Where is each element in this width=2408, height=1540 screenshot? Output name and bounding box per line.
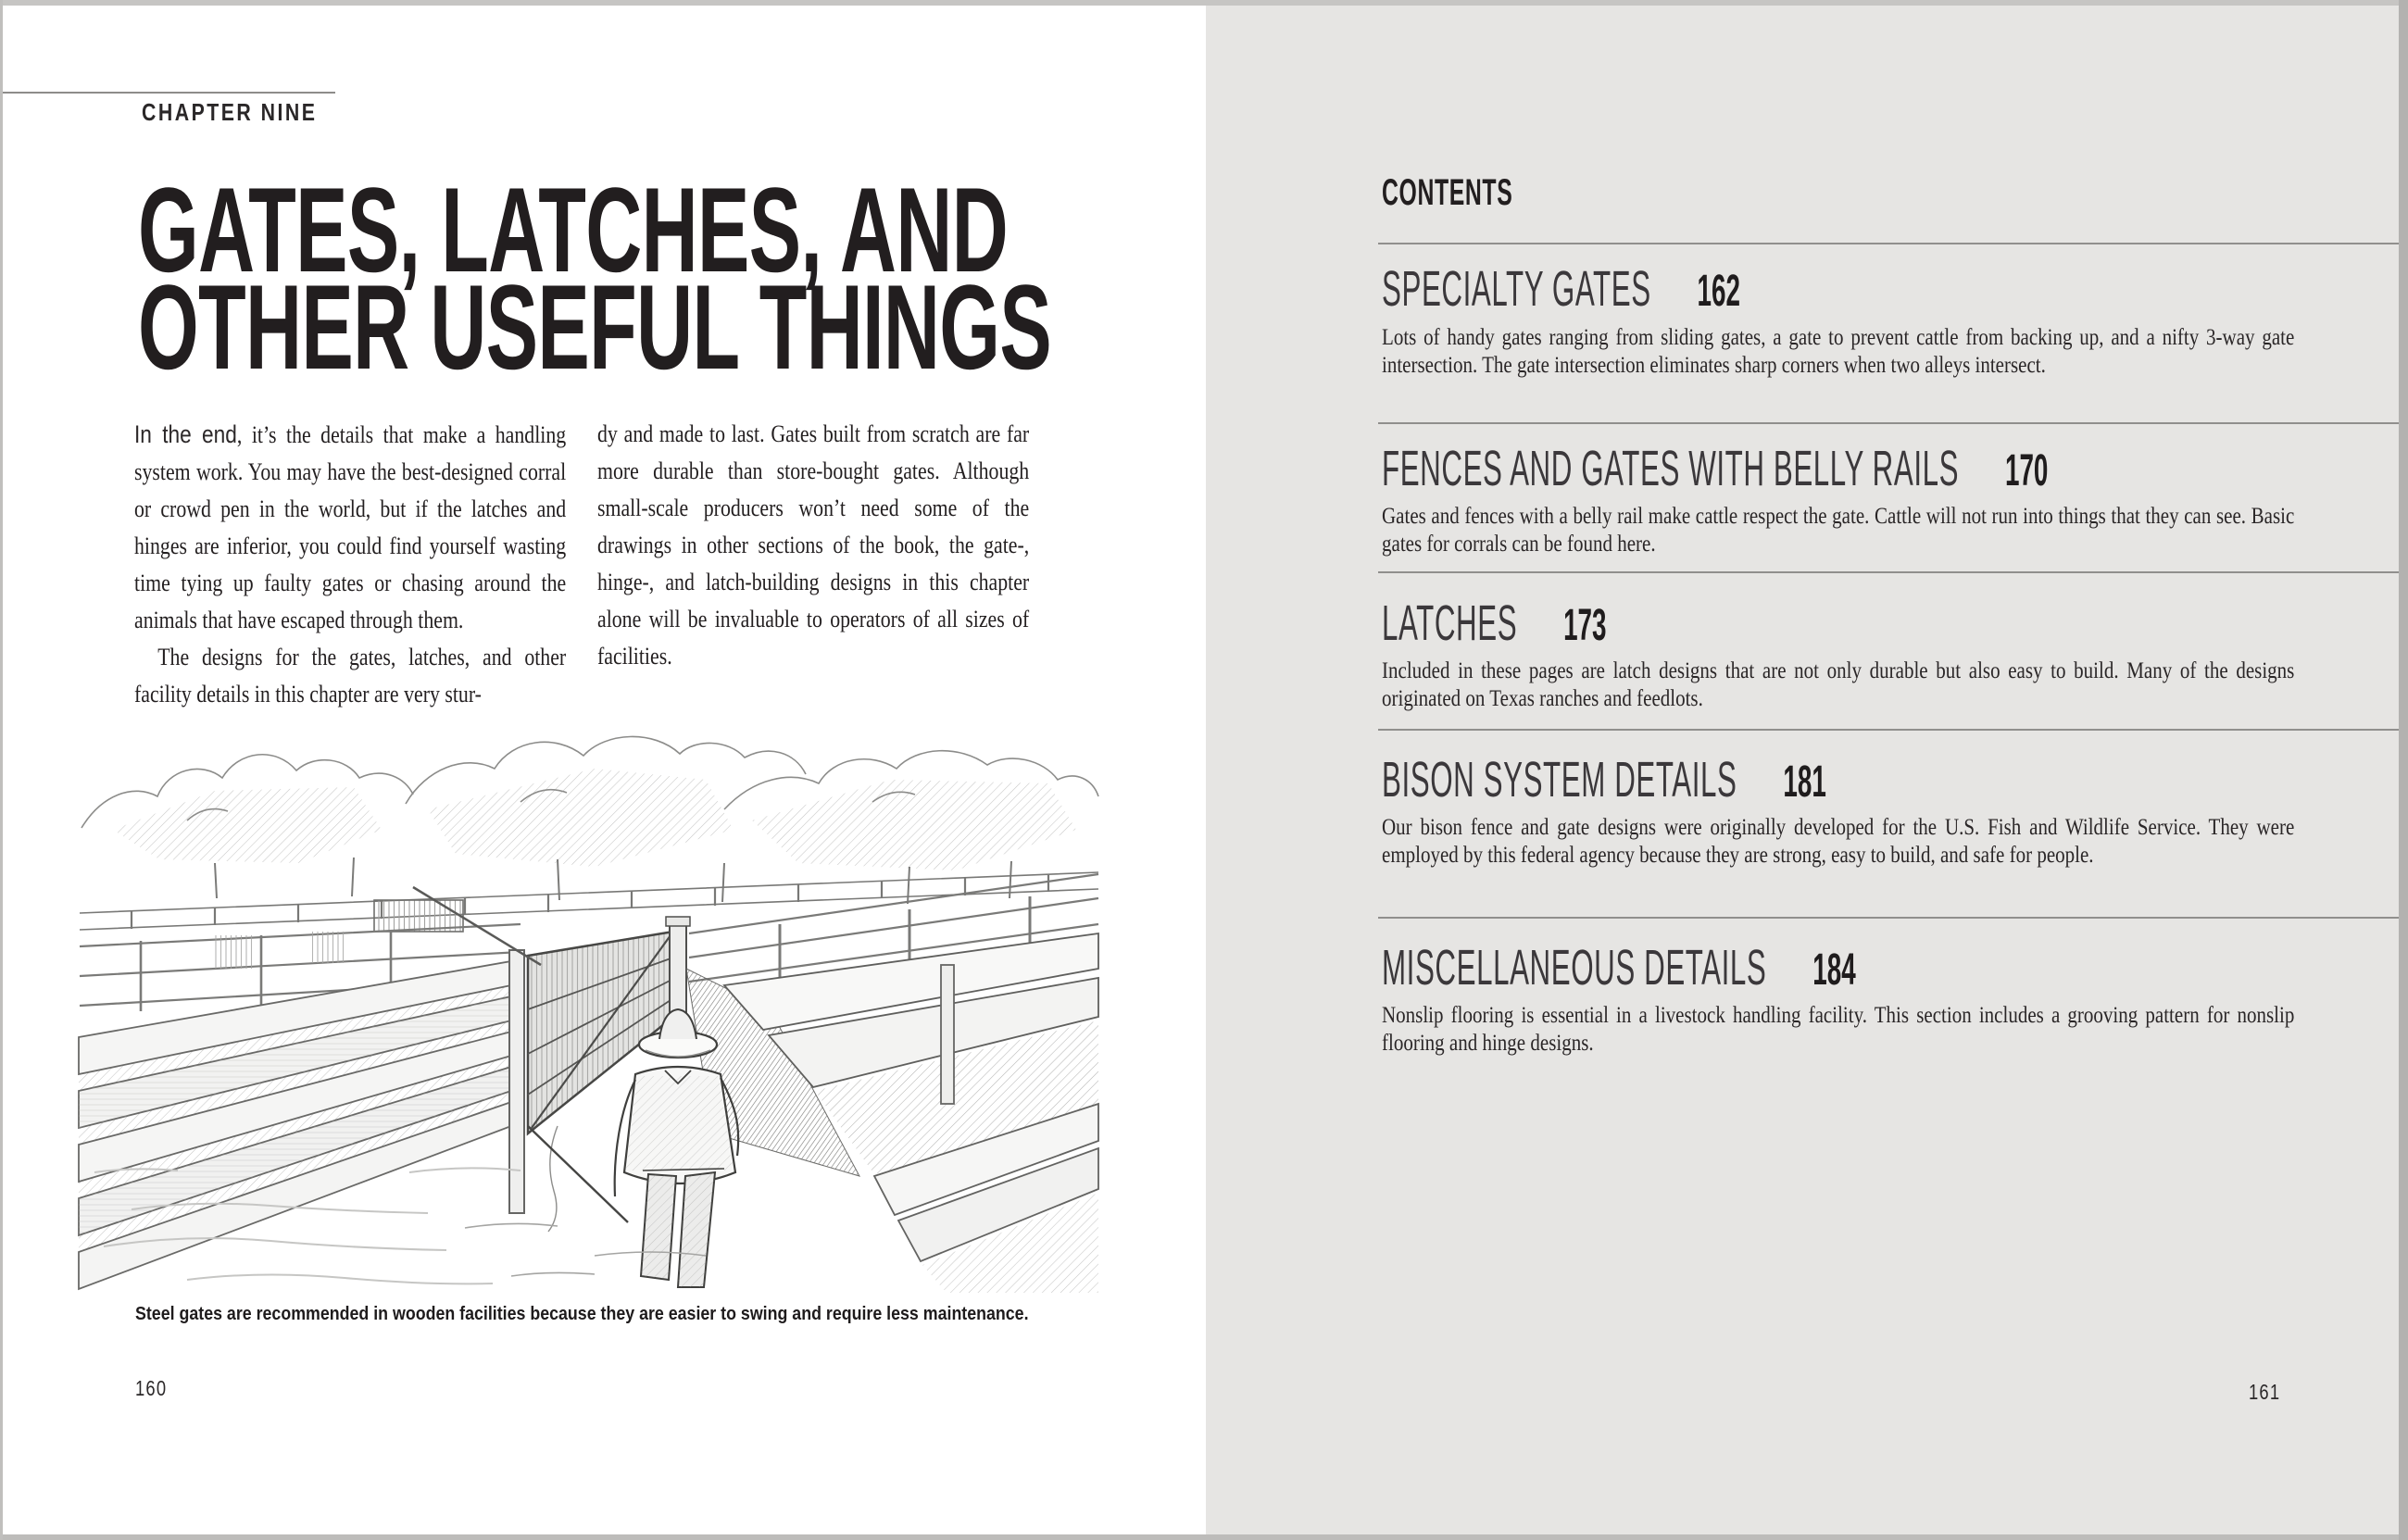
toc-entry-page-number: 173: [1563, 601, 1607, 650]
frame-edge-top: [0, 0, 2408, 6]
toc-entry-miscellaneous: [1382, 941, 1856, 995]
page-number-left: 160: [135, 1376, 168, 1400]
toc-entry-page-number: 184: [1812, 945, 1856, 995]
distant-fence: [80, 872, 1098, 932]
contents-heading-label: CONTENTS: [1382, 172, 1513, 213]
illustration-caption: Steel gates are recommended in wooden facilities because they are easier to swing and require less maintenance.: [135, 1304, 1029, 1324]
chapter-title: [138, 162, 1052, 394]
frame-edge-left: [0, 0, 3, 1540]
toc-entry-page-number: 162: [1697, 267, 1741, 316]
toc-entry-title: MISCELLANEOUS DETAILS: [1382, 940, 1767, 995]
toc-entry-title: LATCHES: [1382, 595, 1518, 651]
contents-heading: [1382, 172, 1512, 213]
toc-entry-page-number: 170: [2004, 446, 2049, 495]
frame-edge-right: [2399, 0, 2408, 1540]
chapter-label: CHAPTER NINE: [142, 98, 318, 126]
toc-divider: [1378, 571, 2399, 573]
body-column-2: [597, 416, 1029, 675]
chapter-title-line2: OTHER USEFUL THINGS: [138, 259, 1052, 394]
toc-entry-title: SPECIALTY GATES: [1382, 261, 1651, 317]
body-paragraph-1-text: , it’s the details that make a handling system work. You may have the best-designed corral or crowd pen in the world, but if the latches and hinges are inferior, you could find yourself wasting time tying up faulty gates or chasing around the animals that have escaped through them.: [134, 421, 567, 633]
toc-entry-title: FENCES AND GATES WITH BELLY RAILS: [1382, 441, 1960, 496]
toc-entry-bison-system: [1382, 753, 1826, 807]
toc-divider: [1378, 243, 2399, 244]
corral-illustration: [76, 691, 1102, 1295]
toc-entry-description: Our bison fence and gate designs were originally developed for the U.S. Fish and Wildlife Service. They were employed by this federal agency because they are strong, easy to build, and safe for people.: [1382, 815, 2295, 868]
toc-entry-description: Nonslip flooring is essential in a livestock handling facility. This section includes a grooving pattern for nonslip flooring and hinge designs.: [1382, 1003, 2295, 1056]
toc-divider: [1378, 917, 2399, 919]
body-column-1: [134, 416, 566, 713]
toc-entry-description: Gates and fences with a belly rail make cattle respect the gate. Cattle will not run into things that they can see. Basic gates for corrals can be found here.: [1382, 504, 2295, 557]
toc-entry-latches: [1382, 596, 1607, 650]
page-number-right: 161: [2249, 1380, 2281, 1404]
chapter-rule: [0, 92, 335, 94]
body-paragraph-1: [134, 416, 566, 639]
toc-divider: [1378, 422, 2399, 424]
frame-edge-bottom: [0, 1534, 2408, 1540]
toc-divider: [1378, 729, 2399, 731]
toc-entry-specialty-gates: [1382, 262, 1740, 316]
toc-entry-belly-rails: [1382, 442, 2048, 495]
chapter-title-line1: GATES, LATCHES, AND: [138, 162, 1009, 297]
toc-entry-page-number: 181: [1783, 757, 1826, 807]
contents-list: [1378, 0, 2399, 1540]
body-paragraph-2: The designs for the gates, latches, and other facility details in this chapter are very stur-: [134, 644, 567, 707]
page-right: [1206, 0, 2401, 1540]
toc-entry-title: BISON SYSTEM DETAILS: [1382, 752, 1737, 808]
lead-in-phrase: In the end: [134, 420, 237, 448]
toc-entry-description: Lots of handy gates ranging from sliding gates, a gate to prevent cattle from backing up, and a nifty 3-way gate intersection. The gate intersection eliminates sharp corners when two alleys intersect.: [1382, 325, 2295, 378]
body-paragraph-2-continued: dy and made to last. Gates built from scratch are far more durable than store-bought gates. Although small-scale producers won’t need some of the drawings in other sections of the book, the gate-, hinge-, and latch-building designs in this chapter alone will be invaluable to operators of all sizes of facilities.: [597, 420, 1030, 670]
toc-entry-description: Included in these pages are latch designs that are not only durable but also easy to build. Many of the designs originated on Texas ranches and feedlots.: [1382, 658, 2295, 711]
right-chute: [686, 933, 1098, 1293]
